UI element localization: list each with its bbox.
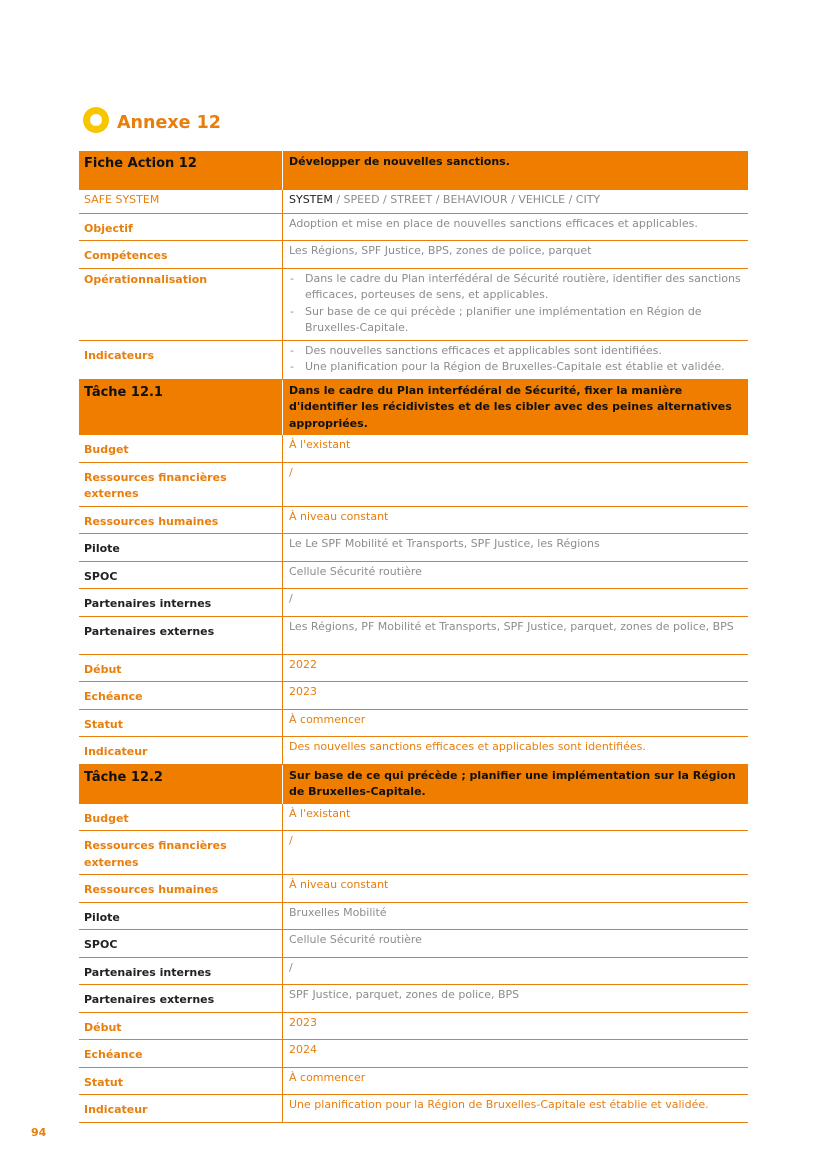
safe-system-rest: / SPEED / STREET / BEHAVIOUR / VEHICLE / CITY: [332, 193, 601, 206]
ressources-financieres-value: /: [283, 462, 749, 506]
pilote-value: Le Le SPF Mobilité et Transports, SPF Justice, les Régions: [283, 534, 749, 562]
debut-value: 2022: [283, 654, 749, 682]
indicateur-value: Une planification pour la Région de Bruxelles-Capitale est établie et validée.: [283, 1095, 749, 1123]
operationnalisation-value: [283, 268, 749, 340]
partenaires-internes-value: /: [283, 589, 749, 617]
ressources-humaines-label-text: Ressources humaines: [84, 883, 219, 896]
pilote-label: [79, 534, 283, 562]
statut-label-text: Statut: [84, 1075, 123, 1089]
objectif-label: [79, 213, 283, 241]
budget-label-text: Budget: [84, 443, 129, 456]
table-row-partenaires-externes: [79, 985, 748, 1013]
table-row-partenaires-externes: [79, 616, 748, 654]
ressources-humaines-value: À niveau constant: [283, 875, 749, 903]
table-row-spoc: [79, 930, 748, 958]
indicateur-value: Des nouvelles sanctions efficaces et applicables sont identifiées.: [283, 737, 749, 765]
partenaires-externes-label: [79, 985, 283, 1013]
fiche-label: Fiche Action 12: [79, 151, 283, 190]
tache-2-label: Tâche 12.2: [79, 764, 283, 804]
pilote-value: Bruxelles Mobilité: [283, 902, 749, 930]
pilote-label-text: Pilote: [84, 910, 120, 924]
table-row-tache-2: [79, 764, 748, 804]
operationnalisation-list: [289, 271, 742, 337]
table-row-fiche: [79, 151, 748, 190]
statut-value: À commencer: [283, 709, 749, 737]
echeance-label-text: Echéance: [84, 1048, 143, 1061]
debut-label-text: Début: [84, 662, 122, 676]
indicateurs-label-text: Indicateurs: [84, 348, 155, 362]
page-number: 94: [31, 1126, 47, 1139]
table-row-objectif: [79, 213, 748, 241]
table-row-echeance: [79, 1040, 748, 1068]
ressources-financieres-label-text: Ressources financières externes: [84, 470, 227, 500]
echeance-value: 2024: [283, 1040, 749, 1068]
competences-label: [79, 241, 283, 269]
echeance-label-text: Echéance: [84, 690, 143, 703]
annex-heading: [83, 104, 221, 136]
partenaires-internes-label-text: Partenaires internes: [84, 597, 212, 610]
budget-label: [79, 435, 283, 462]
ressources-humaines-label: [79, 506, 283, 534]
indicateurs-label: [79, 340, 283, 379]
table-row-debut: [79, 1012, 748, 1040]
table-row-partenaires-internes: [79, 589, 748, 617]
table-row-budget: [79, 435, 748, 462]
table-row-competences: [79, 241, 748, 269]
pilote-label: [79, 902, 283, 930]
spoc-value: Cellule Sécurité routière: [283, 561, 749, 589]
budget-label-text: Budget: [84, 811, 129, 825]
partenaires-externes-label: [79, 616, 283, 654]
tache-1-value: Dans le cadre du Plan interfédéral de Sécurité, fixer la manière d'identifier les récidivistes et de les cibler avec des peines alternatives appropriées.: [283, 379, 749, 435]
debut-value: 2023: [283, 1012, 749, 1040]
table-row-partenaires-internes: [79, 957, 748, 985]
tache-1-label: Tâche 12.1: [79, 379, 283, 435]
ressources-humaines-value: À niveau constant: [283, 506, 749, 534]
partenaires-internes-label-text: Partenaires internes: [84, 965, 212, 979]
table-row-statut: [79, 1067, 748, 1095]
indicateur-label-text: Indicateur: [84, 745, 148, 758]
table-row-pilote: [79, 902, 748, 930]
partenaires-externes-value: SPF Justice, parquet, zones de police, BPS: [283, 985, 749, 1013]
spoc-label: [79, 561, 283, 589]
spoc-label-text: SPOC: [84, 569, 118, 583]
page-title: Annexe 12: [117, 113, 221, 133]
list-item: - Une planification pour la Région de Bruxelles-Capitale est établie et validée.: [289, 359, 742, 376]
ressources-humaines-label: [79, 875, 283, 903]
tache-2-value: Sur base de ce qui précède ; planifier une implémentation sur la Région de Bruxelles-Capitale.: [283, 764, 749, 804]
fiche-value: Développer de nouvelles sanctions.: [283, 151, 749, 190]
partenaires-externes-value: Les Régions, PF Mobilité et Transports, SPF Justice, parquet, zones de police, BPS: [283, 616, 749, 654]
indicateur-label: [79, 737, 283, 765]
table-row-ressources-financieres: [79, 831, 748, 875]
echeance-label: [79, 682, 283, 710]
table-row-ressources-humaines: [79, 506, 748, 534]
table-row-budget: [79, 804, 748, 831]
partenaires-internes-label: [79, 957, 283, 985]
debut-label: [79, 1012, 283, 1040]
table-row-ressources-humaines: [79, 875, 748, 903]
table-row-indicateur: [79, 737, 748, 765]
table-row-tache-1: [79, 379, 748, 435]
pilote-label-text: Pilote: [84, 542, 120, 555]
statut-label: [79, 709, 283, 737]
list-item: - Sur base de ce qui précède ; planifier une implémentation en Région de Bruxelles-Capitale.: [289, 304, 742, 337]
ressources-humaines-label-text: Ressources humaines: [84, 514, 219, 528]
echeance-value: 2023: [283, 682, 749, 710]
debut-label: [79, 654, 283, 682]
table-row-echeance: [79, 682, 748, 710]
objectif-label-text: Objectif: [84, 221, 133, 235]
action-sheet-table: [79, 151, 748, 1123]
budget-label: [79, 804, 283, 831]
budget-value: À l'existant: [283, 804, 749, 831]
objectif-value: Adoption et mise en place de nouvelles sanctions efficaces et applicables.: [283, 213, 749, 241]
spoc-value: Cellule Sécurité routière: [283, 930, 749, 958]
partenaires-internes-value: /: [283, 957, 749, 985]
circle-bullet-icon: [83, 107, 109, 133]
table-row-spoc: [79, 561, 748, 589]
ressources-financieres-value: /: [283, 831, 749, 875]
list-item: - Dans le cadre du Plan interfédéral de Sécurité routière, identifier des sanctions efficaces, porteuses de sens, et applicables.: [289, 271, 742, 304]
spoc-label: [79, 930, 283, 958]
partenaires-externes-label-text: Partenaires externes: [84, 624, 215, 638]
safe-system-label: SAFE SYSTEM: [79, 190, 283, 213]
table-row-ressources-financieres: [79, 462, 748, 506]
table-row-safe-system: [79, 190, 748, 213]
operationnalisation-label-text: Opérationnalisation: [84, 272, 208, 286]
partenaires-internes-label: [79, 589, 283, 617]
competences-label-text: Compétences: [84, 249, 168, 262]
statut-value: À commencer: [283, 1067, 749, 1095]
table-row-indicateur: [79, 1095, 748, 1123]
ressources-financieres-label: [79, 462, 283, 506]
partenaires-externes-label-text: Partenaires externes: [84, 993, 215, 1006]
indicateur-label: [79, 1095, 283, 1123]
safe-system-active: SYSTEM: [289, 193, 333, 206]
ressources-financieres-label: [79, 831, 283, 875]
statut-label: [79, 1067, 283, 1095]
budget-value: À l'existant: [283, 435, 749, 462]
indicateurs-value: [283, 340, 749, 379]
statut-label-text: Statut: [84, 717, 123, 731]
indicateurs-list: [289, 343, 742, 376]
safe-system-value: [283, 190, 749, 213]
operationnalisation-label: [79, 268, 283, 340]
indicateur-label-text: Indicateur: [84, 1103, 148, 1116]
ressources-financieres-label-text: Ressources financières externes: [84, 839, 227, 869]
list-item: - Des nouvelles sanctions efficaces et applicables sont identifiées.: [289, 343, 742, 360]
competences-value: Les Régions, SPF Justice, BPS, zones de police, parquet: [283, 241, 749, 269]
table-row-operationnalisation: [79, 268, 748, 340]
table-row-pilote: [79, 534, 748, 562]
spoc-label-text: SPOC: [84, 938, 118, 951]
table-row-debut: [79, 654, 748, 682]
debut-label-text: Début: [84, 1020, 122, 1034]
echeance-label: [79, 1040, 283, 1068]
table-row-statut: [79, 709, 748, 737]
table-row-indicateurs: [79, 340, 748, 379]
